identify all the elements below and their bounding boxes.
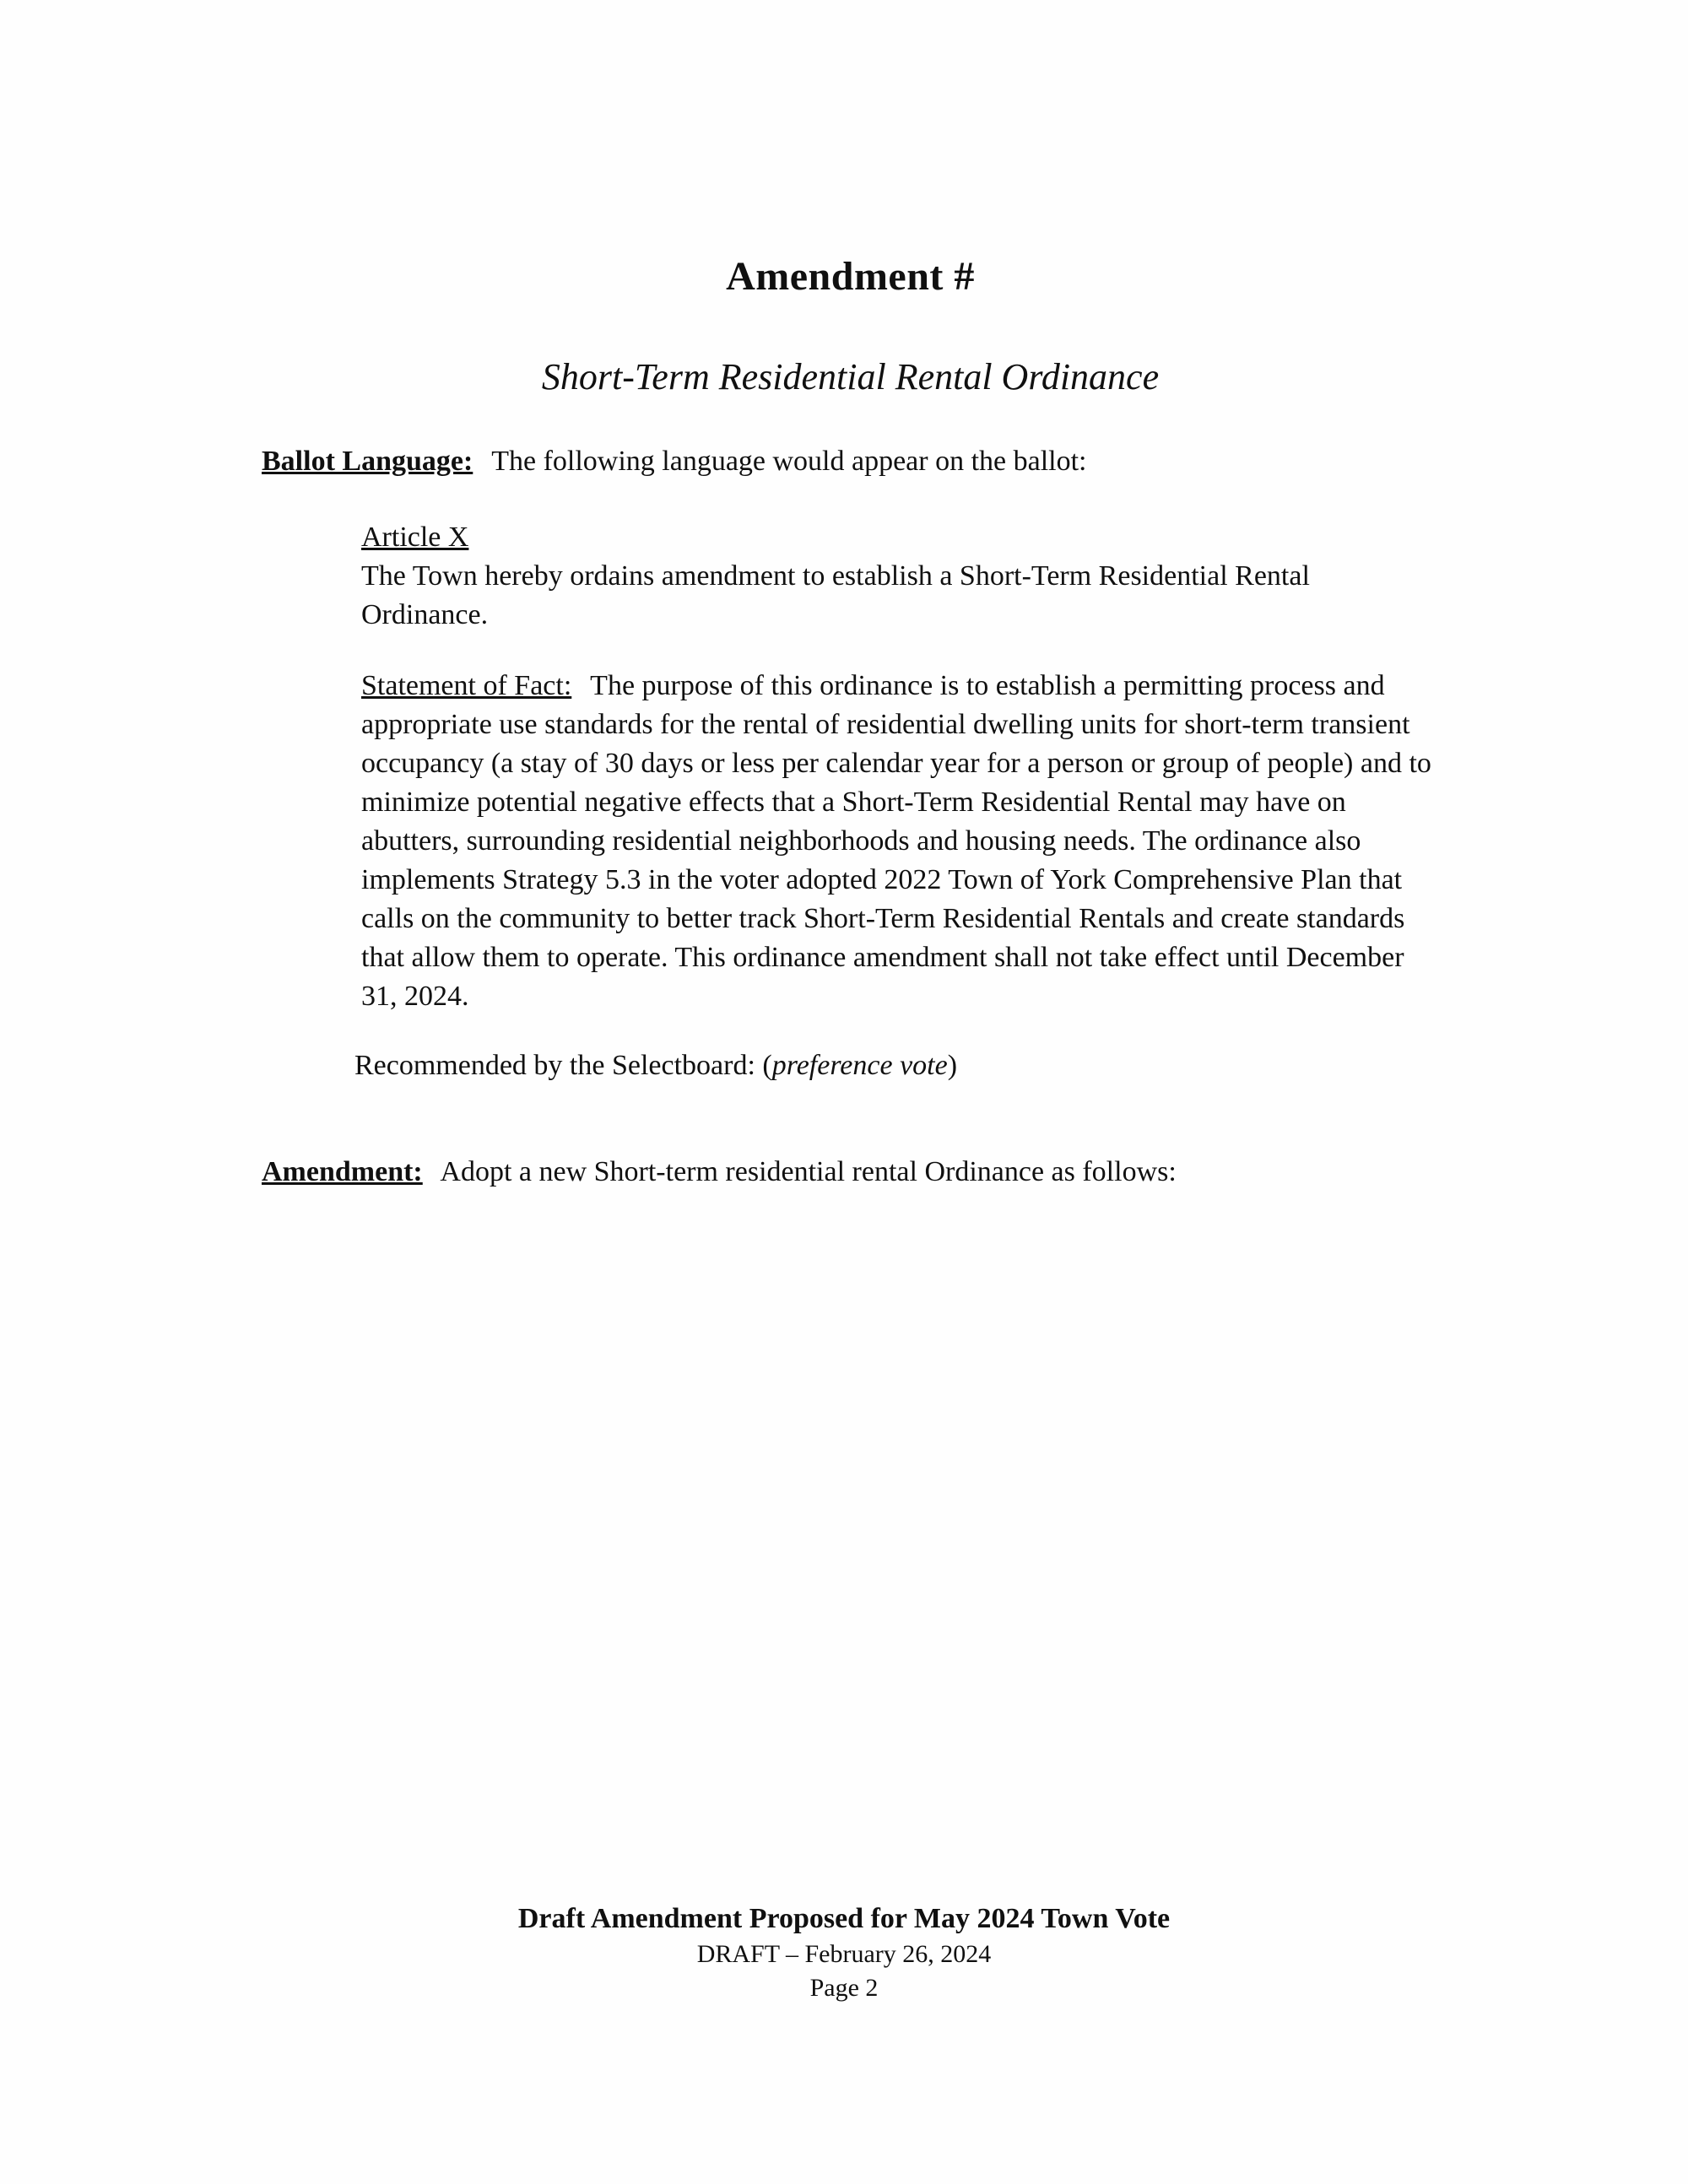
amendment-label: Amendment:: [262, 1156, 423, 1187]
footer-draft-date: DRAFT – February 26, 2024: [696, 1940, 992, 1968]
recommendation-line: [354, 1046, 1439, 1085]
ballot-language-label: Ballot Language:: [262, 446, 473, 477]
page-footer: [0, 1900, 1688, 2005]
footer-page-number: Page 2: [809, 1974, 879, 2002]
page-title: Amendment #: [726, 254, 975, 299]
recommendation-prefix: Recommended by the Selectboard: (: [354, 1050, 772, 1081]
recommendation-suffix: ): [947, 1050, 958, 1081]
recommendation-italic: preference vote: [771, 1050, 948, 1081]
article-paragraph: [361, 518, 1439, 635]
statement-of-fact-paragraph: [361, 667, 1439, 1016]
page-subtitle: Short-Term Residential Rental Ordinance: [541, 356, 1160, 397]
ballot-language-text: The following language would appear on the ballot:: [491, 446, 1087, 477]
indented-block: [354, 518, 1439, 1085]
statement-of-fact-label: Statement of Fact:: [361, 670, 572, 701]
article-text: The Town hereby ordains amendment to establish a Short-Term Residential Rental Ordinance.: [361, 560, 1310, 630]
amendment-paragraph: [262, 1153, 1439, 1192]
statement-of-fact-text: The purpose of this ordinance is to establish a permitting process and appropriate use standards for the rental of residential dwelling units for short-term transient occupancy (a stay of 30 days or less per calendar year for a person or group of people) and to minimize potential negative effects that a Short-Term Residential Rental may have on abutters, surrounding residential neighborhoods and housing needs. The ordinance also implements Strategy 5.3 in the voter adopted 2022 Town of York Comprehensive Plan that calls on the community to better track Short-Term Residential Rentals and create standards that allow them to operate. This ordinance amendment shall not take effect until December 31, 2024.: [361, 670, 1431, 1012]
article-heading: Article X: [361, 522, 469, 553]
ballot-language-paragraph: [262, 442, 1439, 481]
amendment-text: Adopt a new Short-term residential rental Ordinance as follows:: [440, 1156, 1177, 1187]
footer-title: Draft Amendment Proposed for May 2024 Town Vote: [517, 1903, 1171, 1934]
